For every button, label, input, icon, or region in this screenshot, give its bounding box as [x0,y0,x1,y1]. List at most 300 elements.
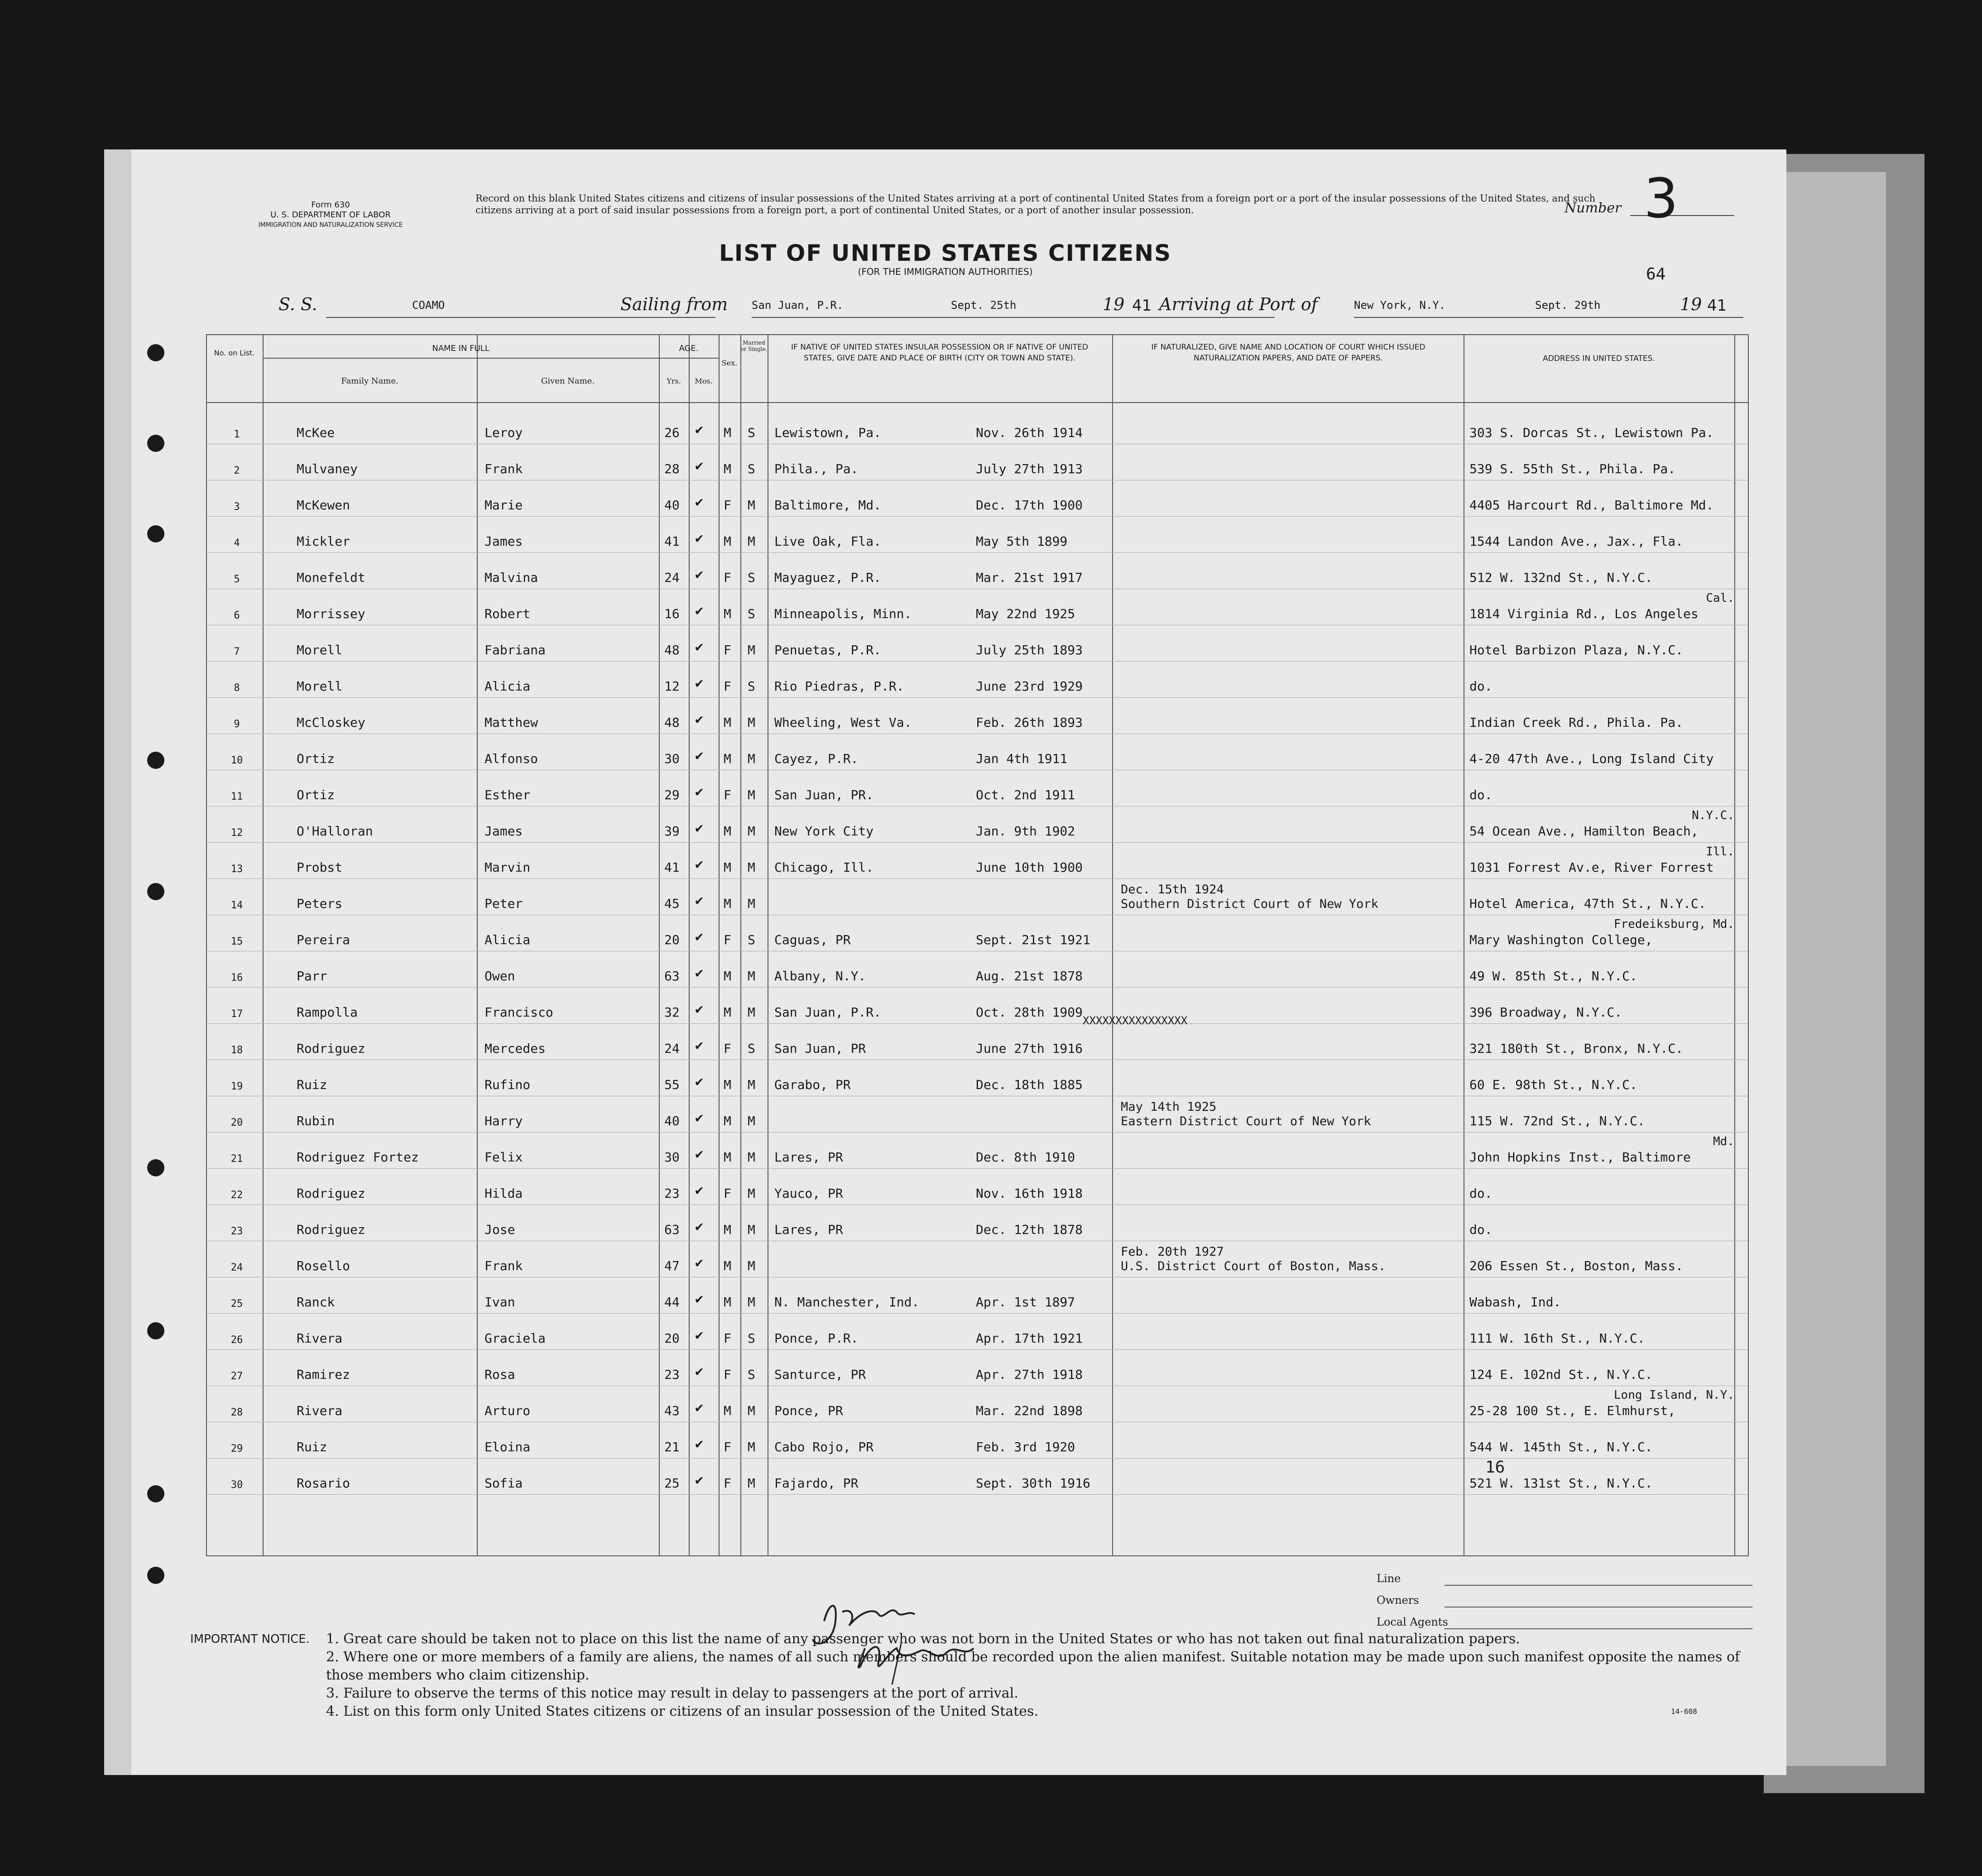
year-1: 41 [1132,297,1152,315]
address: Wabash, Ind. [1469,1295,1561,1310]
address: Indian Creek Rd., Phila. Pa. [1469,715,1684,730]
check-mark: ✔ [695,820,704,836]
given-name: Hilda [485,1186,523,1201]
row-number: 9 [234,719,240,730]
local-agents-label: Local Agents [1377,1616,1448,1628]
ss-label: S. S. [278,294,317,314]
sex: M [724,715,731,730]
age-years: 12 [664,679,680,694]
birth-place: Caguas, PR [774,932,851,947]
birth-place: San Juan, P.R. [774,1005,882,1020]
marital-status: S [748,932,755,947]
address: 49 W. 85th St., N.Y.C. [1469,969,1637,984]
given-name: Alfonso [485,751,538,766]
page-title: LIST OF UNITED STATES CITIZENS [719,240,1172,266]
marital-status: M [748,1439,755,1454]
notice-item: 3. Failure to observe the terms of this notice may result in delay to passengers at the port of arrival. [326,1685,1018,1701]
given-name: Eloina [485,1439,531,1454]
table-row [206,734,1748,770]
family-name: Parr [297,969,327,984]
check-mark: ✔ [695,1146,704,1162]
address-note: Fredeiksburg, Md. [1613,917,1734,931]
family-name: Rodriguez [297,1186,365,1201]
row-number: 13 [230,864,243,875]
row-number: 3 [234,501,240,513]
overstrike-mark: XXXXXXXXXXXXXXXX [1083,1014,1188,1027]
age-years: 55 [664,1077,680,1092]
sailing-from-label: Sailing from [620,294,728,314]
row-number: 25 [230,1298,243,1310]
sex: M [724,534,731,549]
birth-place: Ponce, P.R. [774,1331,859,1346]
sex: M [724,1403,731,1418]
sex: F [724,932,731,947]
birth-place: Live Oak, Fla. [774,534,882,549]
check-mark: ✔ [695,1110,704,1126]
birth-date: Dec. 8th 1910 [976,1150,1075,1165]
sex: F [724,679,731,694]
birth-date: Dec. 17th 1900 [976,498,1083,513]
arriving-label: Arriving at Port of [1159,294,1318,314]
sex: F [724,570,731,585]
check-mark: ✔ [695,1363,704,1379]
family-name: McKewen [297,498,350,513]
age-years: 29 [664,787,680,802]
row-number: 6 [234,610,240,621]
table-row [206,915,1748,951]
family-name: Morell [297,679,343,694]
family-name: Rodriguez [297,1222,365,1237]
age-years: 21 [664,1439,680,1454]
arriving-line [1354,317,1743,318]
birth-date: Nov. 26th 1914 [976,425,1083,440]
marital-status: S [748,1331,755,1346]
address: John Hopkins Inst., Baltimore [1469,1150,1691,1165]
marital-status: M [748,643,755,657]
sex: M [724,896,731,911]
address: 544 W. 145th St., N.Y.C. [1469,1439,1653,1454]
address: 1814 Virginia Rd., Los Angeles [1469,606,1699,621]
table-row [206,589,1748,625]
check-mark: ✔ [695,1182,704,1198]
age-years: 41 [664,860,680,875]
naturalization-court: Eastern District Court of New York [1121,1114,1371,1128]
row-number: 23 [230,1226,243,1237]
sex: M [724,1113,731,1128]
row-number: 27 [230,1371,243,1382]
sex: M [724,425,731,440]
sex: M [724,860,731,875]
table-row [206,1204,1748,1241]
table-row [206,552,1748,589]
header-mos: Mos. [695,377,713,385]
address: 4405 Harcourt Rd., Baltimore Md. [1469,498,1714,513]
marital-status: M [748,896,755,911]
birth-date: Aug. 21st 1878 [976,969,1083,984]
table-row [206,878,1748,915]
check-mark: ✔ [695,458,704,474]
sex: M [724,606,731,621]
given-name: Alicia [485,679,531,694]
sex: F [724,1439,731,1454]
marital-status: S [748,606,755,621]
sex: M [724,1005,731,1020]
check-mark: ✔ [695,1327,704,1343]
address: 1544 Landon Ave., Jax., Fla. [1469,534,1684,549]
address: Hotel America, 47th St., N.Y.C. [1469,896,1706,911]
birth-place: Cayez, P.R. [774,751,859,766]
table-row [206,661,1748,698]
table-row [206,842,1748,879]
family-name: Mulvaney [297,461,358,476]
address: 124 E. 102nd St., N.Y.C. [1469,1367,1653,1382]
given-name: James [485,824,523,839]
marital-status: M [748,1077,755,1092]
table-row [206,1277,1748,1314]
form-code: 14-608 [1671,1707,1697,1716]
given-name: Rosa [485,1367,515,1382]
naturalization-court: U.S. District Court of Boston, Mass. [1121,1259,1386,1273]
check-mark: ✔ [695,1436,704,1452]
given-name: Felix [485,1150,523,1165]
address: 206 Essen St., Boston, Mass. [1469,1258,1684,1273]
family-name: Ortiz [297,751,335,766]
arrival-port: New York, N.Y. [1354,299,1446,312]
family-name: Ortiz [297,787,335,802]
given-name: Sofia [485,1476,523,1491]
sex: M [724,751,731,766]
address: 25-28 100 St., E. Elmhurst, [1469,1403,1676,1418]
sex: M [724,1077,731,1092]
check-mark: ✔ [695,1472,704,1488]
age-years: 39 [664,824,680,839]
age-years: 40 [664,498,680,513]
sex: F [724,1041,731,1056]
notice-item: 1. Great care should be taken not to place on this list the name of any passenger who was not born in the United States or who has not taken out final naturalization papers. [326,1631,1520,1647]
row-number: 18 [230,1045,243,1056]
check-mark: ✔ [695,1074,704,1089]
given-name: Rufino [485,1077,531,1092]
table-row [206,1132,1748,1169]
check-mark: ✔ [695,929,704,945]
birth-date: Nov. 16th 1918 [976,1186,1083,1201]
birth-place: Lares, PR [774,1222,843,1237]
given-name: Ivan [485,1295,515,1310]
naturalization-date: Feb. 20th 1927 [1121,1245,1224,1259]
check-mark: ✔ [695,422,704,437]
birth-place: Penuetas, P.R. [774,643,882,657]
marital-status: M [748,860,755,875]
birth-place: Santurce, PR [774,1367,866,1382]
address: Mary Washington College, [1469,932,1653,947]
punch-hole [147,435,164,452]
family-name: Ranck [297,1295,335,1310]
row-number: 7 [234,646,240,657]
birth-place: San Juan, PR [774,1041,866,1056]
header-naturalized: IF NATURALIZED, GIVE NAME AND LOCATION OF COURT WHICH ISSUED NATURALIZATION PAPERS, AND DATE OF PAPERS. [1151,343,1425,363]
given-name: Graciela [485,1331,546,1346]
punch-hole [147,1322,164,1339]
birth-date: Oct. 2nd 1911 [976,787,1075,802]
given-name: Fabriana [485,643,546,657]
punch-hole [147,525,164,542]
table-row [206,1422,1748,1459]
birth-date: Jan 4th 1911 [976,751,1068,766]
birth-place: Fajardo, PR [774,1476,859,1491]
given-name: Harry [485,1113,523,1128]
header-name-in-full: NAME IN FULL [432,344,490,353]
age-years: 28 [664,461,680,476]
age-years: 43 [664,1403,680,1418]
family-name: Rosario [297,1476,350,1491]
record-note: Record on this blank United States citizens and citizens of insular possessions of the United States arriving at a port of continental United States from a foreign port or a port of the insular possessions of the United States, and such citizens arriving at a port of said insular possessions from a foreign port, a port of continental United States, or a port of another insular possession. [475,193,1596,216]
check-mark: ✔ [695,892,704,908]
birth-date: Feb. 26th 1893 [976,715,1083,730]
sex: F [724,1186,731,1201]
given-name: Jose [485,1222,515,1237]
header-family-name: Family Name. [341,376,398,386]
check-mark: ✔ [695,566,704,582]
given-name: Owen [485,969,515,984]
sex: F [724,787,731,802]
given-name: Francisco [485,1005,553,1020]
birth-place: Cabo Rojo, PR [774,1439,874,1454]
local-agents-field [1445,1628,1752,1629]
family-name: O'Halloran [297,824,373,839]
form-number: Form 630 [311,200,350,210]
age-years: 23 [664,1186,680,1201]
birth-place: Phila., Pa. [774,461,859,476]
check-mark: ✔ [695,1219,704,1234]
sailing-from-port: San Juan, P.R. [752,299,844,312]
name-rule [263,358,659,359]
number-label: Number [1564,200,1622,216]
naturalization-date: May 14th 1925 [1121,1100,1217,1114]
address: 60 E. 98th St., N.Y.C. [1469,1077,1637,1092]
sex: F [724,498,731,513]
sex: F [724,1367,731,1382]
marital-status: M [748,498,755,513]
row-number: 19 [230,1081,243,1092]
line-label: Line [1377,1572,1401,1585]
age-years: 41 [664,534,680,549]
birth-date: Apr. 27th 1918 [976,1367,1083,1382]
marital-status: M [748,1222,755,1237]
age-years: 47 [664,1258,680,1273]
naturalization-date: Dec. 15th 1924 [1121,883,1224,897]
marital-status: M [748,824,755,839]
marital-status: M [748,1476,755,1491]
age-years: 48 [664,715,680,730]
birth-place: Lares, PR [774,1150,843,1165]
marital-status: M [748,969,755,984]
header-married: Married or Single. [740,340,768,352]
birth-date: June 23rd 1929 [976,679,1083,694]
birth-date: July 27th 1913 [976,461,1083,476]
marital-status: S [748,425,755,440]
given-name: Arturo [485,1403,531,1418]
family-name: Rodriguez Fortez [297,1150,419,1165]
check-mark: ✔ [695,603,704,619]
family-name: Morell [297,643,343,657]
age-years: 40 [664,1113,680,1128]
row-number: 28 [230,1407,243,1418]
check-mark: ✔ [695,965,704,981]
header-yrs: Yrs. [667,377,681,385]
check-mark: ✔ [695,639,704,655]
row-number: 22 [230,1190,243,1201]
age-years: 44 [664,1295,680,1310]
birth-date: May 22nd 1925 [976,606,1075,621]
check-mark: ✔ [695,530,704,546]
header-given-name: Given Name. [541,376,595,386]
table-row [206,1349,1748,1386]
sailing-date: Sept. 25th [951,299,1017,312]
notice-item: 4. List on this form only United States citizens or citizens of an insular possession of the United States. [326,1703,1038,1719]
notice-item: 2. Where one or more members of a family are aliens, the names of all such members should be recorded upon the alien manifest. Suitable notation may be made upon such manifest opposite the names of those members who claim citizenship. [326,1649,1740,1683]
address: do. [1469,1186,1492,1201]
birth-place: Albany, N.Y. [774,969,866,984]
birth-place: Lewistown, Pa. [774,425,882,440]
list-number: 3 [1644,168,1679,230]
birth-place: San Juan, PR. [774,787,874,802]
punch-hole [147,344,164,361]
address: Hotel Barbizon Plaza, N.Y.C. [1469,643,1684,657]
family-name: Mickler [297,534,350,549]
age-years: 20 [664,932,680,947]
check-mark: ✔ [695,494,704,510]
row-number: 30 [230,1479,243,1491]
family-name: Peters [297,896,343,911]
age-years: 30 [664,751,680,766]
age-rule [659,358,719,359]
family-name: Ruiz [297,1439,327,1454]
birth-date: Mar. 22nd 1898 [976,1403,1083,1418]
family-name: Probst [297,860,343,875]
form-label [235,200,426,230]
age-years: 26 [664,425,680,440]
birth-date: Dec. 12th 1878 [976,1222,1083,1237]
row-number: 11 [230,791,243,802]
punch-hole [147,1485,164,1502]
check-mark: ✔ [695,1037,704,1053]
given-name: Matthew [485,715,538,730]
sex: M [724,1222,731,1237]
birth-date: Apr. 1st 1897 [976,1295,1075,1310]
year-2: 41 [1707,297,1727,315]
year-prefix-1: 19 [1103,294,1125,314]
form-service: IMMIGRATION AND NATURALIZATION SERVICE [258,221,403,229]
marital-status: M [748,1186,755,1201]
row-number: 20 [230,1117,243,1128]
address: 321 180th St., Bronx, N.Y.C. [1469,1041,1684,1056]
age-years: 24 [664,1041,680,1056]
birth-date: Feb. 3rd 1920 [976,1439,1075,1454]
row-number: 16 [230,972,243,984]
row-number: 1 [234,429,240,440]
marital-status: M [748,534,755,549]
birth-date: Sept. 30th 1916 [976,1476,1090,1491]
birth-place: Rio Piedras, P.R. [774,679,904,694]
sex: M [724,1150,731,1165]
sex: M [724,461,731,476]
sex: M [724,1295,731,1310]
header-address: ADDRESS IN UNITED STATES. [1543,354,1655,363]
address: do. [1469,1222,1492,1237]
sex: M [724,1258,731,1273]
row-number: 29 [230,1443,243,1454]
sex: M [724,969,731,984]
address: 115 W. 72nd St., N.Y.C. [1469,1113,1645,1128]
table-row [206,1386,1748,1422]
birth-date: Jan. 9th 1902 [976,824,1075,839]
birth-date: Sept. 21st 1921 [976,932,1090,947]
table-row [206,1096,1748,1132]
birth-place: Mayaguez, P.R. [774,570,882,585]
arrival-date: Sept. 29th [1535,299,1601,312]
ship-line [326,317,715,318]
family-name: Rampolla [297,1005,358,1020]
sex: F [724,1476,731,1491]
address: 54 Ocean Ave., Hamilton Beach, [1469,824,1699,839]
passenger-table [206,334,1749,1556]
sex: M [724,824,731,839]
header-birth: IF NATIVE OF UNITED STATES INSULAR POSSESSION OR IF NATIVE OF UNITED STATES, GIVE DATE AND PLACE OF BIRTH (CITY OR TOWN AND STATE). [791,343,1088,363]
age-years: 30 [664,1150,680,1165]
age-years: 20 [664,1331,680,1346]
row-number: 14 [230,900,243,911]
birth-date: Oct. 28th 1909 [976,1005,1083,1020]
birth-place: Ponce, PR [774,1403,843,1418]
address: 396 Broadway, N.Y.C. [1469,1005,1622,1020]
marital-status: M [748,751,755,766]
sex: F [724,1331,731,1346]
binding-strip [104,149,131,1775]
given-name: Frank [485,461,523,476]
age-years: 63 [664,969,680,984]
address: do. [1469,679,1492,694]
address: 512 W. 132nd St., N.Y.C. [1469,570,1653,585]
check-mark: ✔ [695,748,704,763]
form-department: U. S. DEPARTMENT OF LABOR [270,210,391,220]
address-note: Cal. [1706,591,1734,605]
table-row [206,480,1748,517]
address: 539 S. 55th St., Phila. Pa. [1469,461,1676,476]
birth-place: Yauco, PR [774,1186,843,1201]
check-mark: ✔ [695,784,704,800]
table-row [206,770,1748,806]
marital-status: M [748,1258,755,1273]
birth-date: June 27th 1916 [976,1041,1083,1056]
marital-status: M [748,1403,755,1418]
naturalization-court: Southern District Court of New York [1121,897,1378,911]
family-name: Rubin [297,1113,335,1128]
sex: F [724,643,731,657]
marital-status: M [748,1295,755,1310]
check-mark: ✔ [695,1291,704,1307]
address: 4-20 47th Ave., Long Island City [1469,751,1714,766]
check-mark: ✔ [695,1255,704,1271]
table-row [206,987,1748,1024]
age-years: 16 [664,606,680,621]
manifest-page [104,149,1786,1775]
row-number: 26 [230,1334,243,1346]
address: 521 W. 131st St., N.Y.C. [1469,1476,1653,1491]
address-note: Long Island, N.Y. [1613,1388,1734,1402]
check-mark: ✔ [695,675,704,691]
birth-date: May 5th 1899 [976,534,1068,549]
sailing-line [752,317,1275,318]
